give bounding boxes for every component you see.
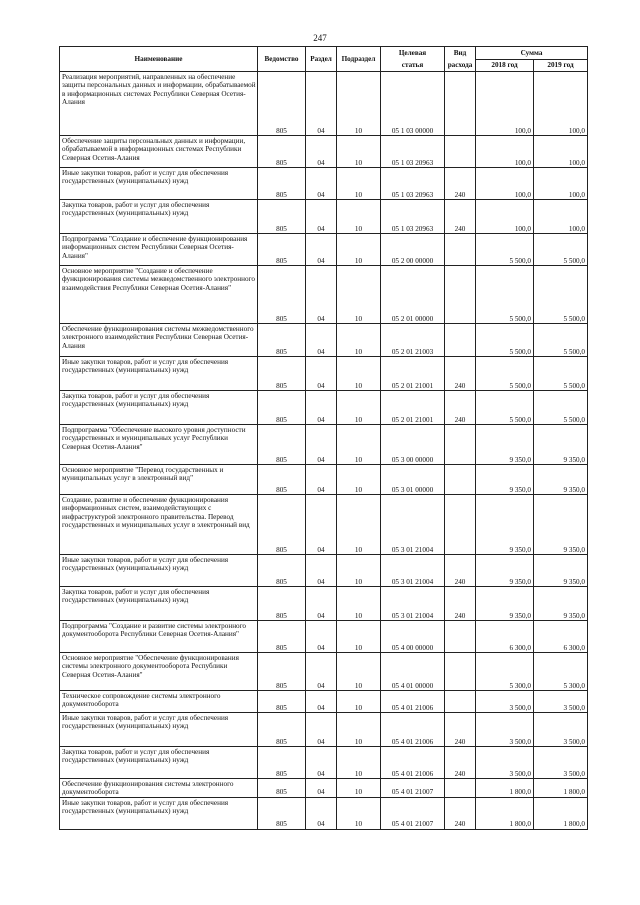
row-subsection: 10 xyxy=(337,391,381,425)
row-section: 04 xyxy=(306,425,337,465)
row-department: 805 xyxy=(258,72,306,136)
table-header xyxy=(60,47,588,72)
row-section: 04 xyxy=(306,357,337,391)
row-section: 04 xyxy=(306,495,337,555)
row-department: 805 xyxy=(258,324,306,357)
row-name: Подпрограмма "Обеспечение высокого уровня доступности государственных и муниципальных услуг Республики Северная Осетия-Алания" xyxy=(60,425,258,465)
col-header-target-item-1: Целевая xyxy=(381,47,445,60)
row-expense-type xyxy=(445,691,476,713)
row-target-item: 05 3 01 21004 xyxy=(381,495,445,555)
row-expense-type: 240 xyxy=(445,797,476,829)
row-sum-2018: 5 500,0 xyxy=(476,266,534,324)
row-target-item: 05 3 01 21004 xyxy=(381,555,445,587)
row-section: 04 xyxy=(306,72,337,136)
row-sum-2019: 100,0 xyxy=(534,136,588,168)
row-sum-2019: 1 800,0 xyxy=(534,797,588,829)
row-sum-2019: 6 300,0 xyxy=(534,621,588,653)
table-row xyxy=(60,779,588,798)
row-section: 04 xyxy=(306,465,337,495)
row-expense-type: 240 xyxy=(445,391,476,425)
row-sum-2018: 9 350,0 xyxy=(476,587,534,621)
row-department: 805 xyxy=(258,797,306,829)
row-subsection: 10 xyxy=(337,587,381,621)
row-subsection: 10 xyxy=(337,425,381,465)
row-sum-2019: 5 300,0 xyxy=(534,653,588,691)
row-expense-type: 240 xyxy=(445,555,476,587)
row-section: 04 xyxy=(306,266,337,324)
row-sum-2019: 5 500,0 xyxy=(534,324,588,357)
table-row xyxy=(60,200,588,234)
table-row xyxy=(60,797,588,829)
col-header-name: Наименование xyxy=(60,47,258,72)
row-name: Создание, развитие и обеспечение функционирования информационных систем, взаимодействующих с инфраструктурой электронного правительства. Перевод государственных и муниципальных услуг в электронный вид xyxy=(60,495,258,555)
col-header-2019: 2019 год xyxy=(534,60,588,72)
row-target-item: 05 3 01 00000 xyxy=(381,465,445,495)
row-expense-type: 240 xyxy=(445,747,476,779)
row-section: 04 xyxy=(306,713,337,747)
row-target-item: 05 1 03 20963 xyxy=(381,136,445,168)
col-header-target-item-2: статья xyxy=(381,60,445,72)
row-name: Иные закупки товаров, работ и услуг для обеспечения государственных (муниципальных) нужд xyxy=(60,555,258,587)
row-sum-2019: 9 350,0 xyxy=(534,495,588,555)
row-sum-2019: 5 500,0 xyxy=(534,357,588,391)
row-sum-2018: 9 350,0 xyxy=(476,465,534,495)
row-expense-type: 240 xyxy=(445,200,476,234)
row-subsection: 10 xyxy=(337,266,381,324)
row-section: 04 xyxy=(306,779,337,798)
row-name: Иные закупки товаров, работ и услуг для обеспечения государственных (муниципальных) нужд xyxy=(60,357,258,391)
row-name: Подпрограмма "Создание и развитие системы электронного документооборота Республики Северная Осетия-Алания" xyxy=(60,621,258,653)
table-row xyxy=(60,691,588,713)
row-subsection: 10 xyxy=(337,779,381,798)
row-sum-2018: 100,0 xyxy=(476,200,534,234)
row-sum-2018: 3 500,0 xyxy=(476,747,534,779)
row-sum-2019: 9 350,0 xyxy=(534,465,588,495)
row-subsection: 10 xyxy=(337,621,381,653)
row-target-item: 05 4 01 21007 xyxy=(381,797,445,829)
col-header-subsection: Подраздел xyxy=(337,47,381,72)
row-expense-type: 240 xyxy=(445,587,476,621)
row-subsection: 10 xyxy=(337,200,381,234)
row-expense-type xyxy=(445,72,476,136)
table-row xyxy=(60,495,588,555)
row-subsection: 10 xyxy=(337,713,381,747)
row-sum-2018: 5 500,0 xyxy=(476,324,534,357)
row-department: 805 xyxy=(258,168,306,200)
table-row xyxy=(60,747,588,779)
row-name: Обеспечение функционирования системы электронного документооборота xyxy=(60,779,258,798)
row-target-item: 05 2 00 00000 xyxy=(381,234,445,266)
row-section: 04 xyxy=(306,168,337,200)
row-department: 805 xyxy=(258,357,306,391)
row-section: 04 xyxy=(306,621,337,653)
row-sum-2018: 5 500,0 xyxy=(476,357,534,391)
row-sum-2019: 3 500,0 xyxy=(534,691,588,713)
row-section: 04 xyxy=(306,747,337,779)
row-sum-2019: 9 350,0 xyxy=(534,555,588,587)
row-subsection: 10 xyxy=(337,495,381,555)
row-expense-type xyxy=(445,779,476,798)
table-row xyxy=(60,168,588,200)
table-row xyxy=(60,136,588,168)
row-target-item: 05 3 01 21004 xyxy=(381,587,445,621)
row-sum-2018: 100,0 xyxy=(476,136,534,168)
row-department: 805 xyxy=(258,713,306,747)
row-name: Подпрограмма "Создание и обеспечение функционирования информационных систем Республики Северная Осетия-Алания" xyxy=(60,234,258,266)
row-target-item: 05 2 01 21001 xyxy=(381,391,445,425)
row-name: Иные закупки товаров, работ и услуг для обеспечения государственных (муниципальных) нужд xyxy=(60,797,258,829)
row-sum-2018: 1 800,0 xyxy=(476,797,534,829)
row-expense-type: 240 xyxy=(445,713,476,747)
row-name: Основное мероприятие "Перевод государственных и муниципальных услуг в электронный вид" xyxy=(60,465,258,495)
row-target-item: 05 3 00 00000 xyxy=(381,425,445,465)
table-row xyxy=(60,555,588,587)
row-subsection: 10 xyxy=(337,797,381,829)
row-department: 805 xyxy=(258,465,306,495)
row-sum-2018: 9 350,0 xyxy=(476,555,534,587)
row-name: Иные закупки товаров, работ и услуг для обеспечения государственных (муниципальных) нужд xyxy=(60,713,258,747)
table-row xyxy=(60,621,588,653)
row-sum-2019: 9 350,0 xyxy=(534,425,588,465)
table-row xyxy=(60,357,588,391)
col-header-section: Раздел xyxy=(306,47,337,72)
row-expense-type xyxy=(445,425,476,465)
row-name: Закупка товаров, работ и услуг для обеспечения государственных (муниципальных) нужд xyxy=(60,391,258,425)
table-row xyxy=(60,72,588,136)
table-row xyxy=(60,425,588,465)
row-sum-2018: 6 300,0 xyxy=(476,621,534,653)
row-target-item: 05 1 03 20963 xyxy=(381,200,445,234)
row-target-item: 05 4 01 21006 xyxy=(381,713,445,747)
row-sum-2018: 100,0 xyxy=(476,72,534,136)
row-subsection: 10 xyxy=(337,72,381,136)
row-sum-2018: 1 800,0 xyxy=(476,779,534,798)
row-section: 04 xyxy=(306,555,337,587)
row-section: 04 xyxy=(306,797,337,829)
row-department: 805 xyxy=(258,779,306,798)
row-sum-2018: 3 500,0 xyxy=(476,713,534,747)
row-section: 04 xyxy=(306,653,337,691)
table-row xyxy=(60,465,588,495)
row-subsection: 10 xyxy=(337,555,381,587)
row-sum-2018: 3 500,0 xyxy=(476,691,534,713)
row-name: Обеспечение функционирования системы межведомственного электронного взаимодействия Республики Северная Осетия-Алания xyxy=(60,324,258,357)
row-department: 805 xyxy=(258,691,306,713)
row-sum-2019: 1 800,0 xyxy=(534,779,588,798)
row-department: 805 xyxy=(258,653,306,691)
row-sum-2018: 9 350,0 xyxy=(476,495,534,555)
col-header-expense-type-2: расхода xyxy=(445,60,476,72)
row-expense-type xyxy=(445,465,476,495)
row-target-item: 05 2 01 00000 xyxy=(381,266,445,324)
row-name: Иные закупки товаров, работ и услуг для обеспечения государственных (муниципальных) нужд xyxy=(60,168,258,200)
col-header-sum: Сумма xyxy=(476,47,588,60)
row-subsection: 10 xyxy=(337,465,381,495)
row-name: Закупка товаров, работ и услуг для обеспечения государственных (муниципальных) нужд xyxy=(60,200,258,234)
row-target-item: 05 4 01 21006 xyxy=(381,747,445,779)
row-department: 805 xyxy=(258,136,306,168)
row-subsection: 10 xyxy=(337,653,381,691)
col-header-expense-type-1: Вид xyxy=(445,47,476,60)
row-name: Основное мероприятие "Создание и обеспечение функционирования системы межведомственного электронного взаимодействия Республики Северная Осетия-Алания" xyxy=(60,266,258,324)
row-sum-2019: 100,0 xyxy=(534,72,588,136)
row-subsection: 10 xyxy=(337,136,381,168)
row-department: 805 xyxy=(258,747,306,779)
row-sum-2018: 5 500,0 xyxy=(476,391,534,425)
row-name: Закупка товаров, работ и услуг для обеспечения государственных (муниципальных) нужд xyxy=(60,587,258,621)
row-department: 805 xyxy=(258,266,306,324)
row-sum-2019: 5 500,0 xyxy=(534,234,588,266)
row-target-item: 05 4 01 21006 xyxy=(381,691,445,713)
row-expense-type xyxy=(445,136,476,168)
page-number: 247 xyxy=(313,33,327,43)
row-name: Реализация мероприятий, направленных на обеспечение защиты персональных данных и информации, обрабатываемой в информационных системах Республики Северная Осетия-Алания xyxy=(60,72,258,136)
row-target-item: 05 4 01 21007 xyxy=(381,779,445,798)
row-department: 805 xyxy=(258,495,306,555)
row-expense-type: 240 xyxy=(445,357,476,391)
row-expense-type xyxy=(445,234,476,266)
table-row xyxy=(60,587,588,621)
row-section: 04 xyxy=(306,587,337,621)
row-name: Обеспечение защиты персональных данных и информации, обрабатываемой в информационных системах Республики Северная Осетия-Алания xyxy=(60,136,258,168)
row-expense-type xyxy=(445,495,476,555)
row-target-item: 05 2 01 21001 xyxy=(381,357,445,391)
row-expense-type: 240 xyxy=(445,168,476,200)
row-department: 805 xyxy=(258,555,306,587)
row-section: 04 xyxy=(306,136,337,168)
row-subsection: 10 xyxy=(337,168,381,200)
row-sum-2019: 100,0 xyxy=(534,200,588,234)
row-sum-2019: 100,0 xyxy=(534,168,588,200)
row-sum-2019: 9 350,0 xyxy=(534,587,588,621)
row-sum-2019: 5 500,0 xyxy=(534,391,588,425)
row-sum-2018: 9 350,0 xyxy=(476,425,534,465)
table-row xyxy=(60,234,588,266)
row-subsection: 10 xyxy=(337,691,381,713)
budget-table xyxy=(59,46,588,830)
row-sum-2019: 3 500,0 xyxy=(534,747,588,779)
row-department: 805 xyxy=(258,587,306,621)
row-target-item: 05 1 03 20963 xyxy=(381,168,445,200)
row-expense-type xyxy=(445,324,476,357)
table-row xyxy=(60,324,588,357)
table-row xyxy=(60,266,588,324)
row-name: Основное мероприятие "Обеспечение функционирования системы электронного документооборота Республики Северная Осетия-Алания" xyxy=(60,653,258,691)
row-name: Техническое сопровождение системы электронного документооборота xyxy=(60,691,258,713)
row-sum-2019: 5 500,0 xyxy=(534,266,588,324)
table-row xyxy=(60,653,588,691)
table-body xyxy=(60,72,588,830)
row-name: Закупка товаров, работ и услуг для обеспечения государственных (муниципальных) нужд xyxy=(60,747,258,779)
row-department: 805 xyxy=(258,391,306,425)
row-target-item: 05 4 01 00000 xyxy=(381,653,445,691)
row-expense-type xyxy=(445,621,476,653)
row-section: 04 xyxy=(306,391,337,425)
row-subsection: 10 xyxy=(337,357,381,391)
col-header-2018: 2018 год xyxy=(476,60,534,72)
row-target-item: 05 4 00 00000 xyxy=(381,621,445,653)
row-department: 805 xyxy=(258,621,306,653)
row-subsection: 10 xyxy=(337,324,381,357)
row-department: 805 xyxy=(258,234,306,266)
col-header-department: Ведомство xyxy=(258,47,306,72)
table-row xyxy=(60,391,588,425)
row-sum-2018: 100,0 xyxy=(476,168,534,200)
row-sum-2018: 5 300,0 xyxy=(476,653,534,691)
row-target-item: 05 1 03 00000 xyxy=(381,72,445,136)
row-department: 805 xyxy=(258,425,306,465)
row-expense-type xyxy=(445,266,476,324)
row-subsection: 10 xyxy=(337,234,381,266)
row-target-item: 05 2 01 21003 xyxy=(381,324,445,357)
row-section: 04 xyxy=(306,234,337,266)
row-expense-type xyxy=(445,653,476,691)
row-section: 04 xyxy=(306,200,337,234)
row-department: 805 xyxy=(258,200,306,234)
row-section: 04 xyxy=(306,324,337,357)
row-subsection: 10 xyxy=(337,747,381,779)
row-sum-2018: 5 500,0 xyxy=(476,234,534,266)
row-sum-2019: 3 500,0 xyxy=(534,713,588,747)
table-row xyxy=(60,713,588,747)
row-section: 04 xyxy=(306,691,337,713)
